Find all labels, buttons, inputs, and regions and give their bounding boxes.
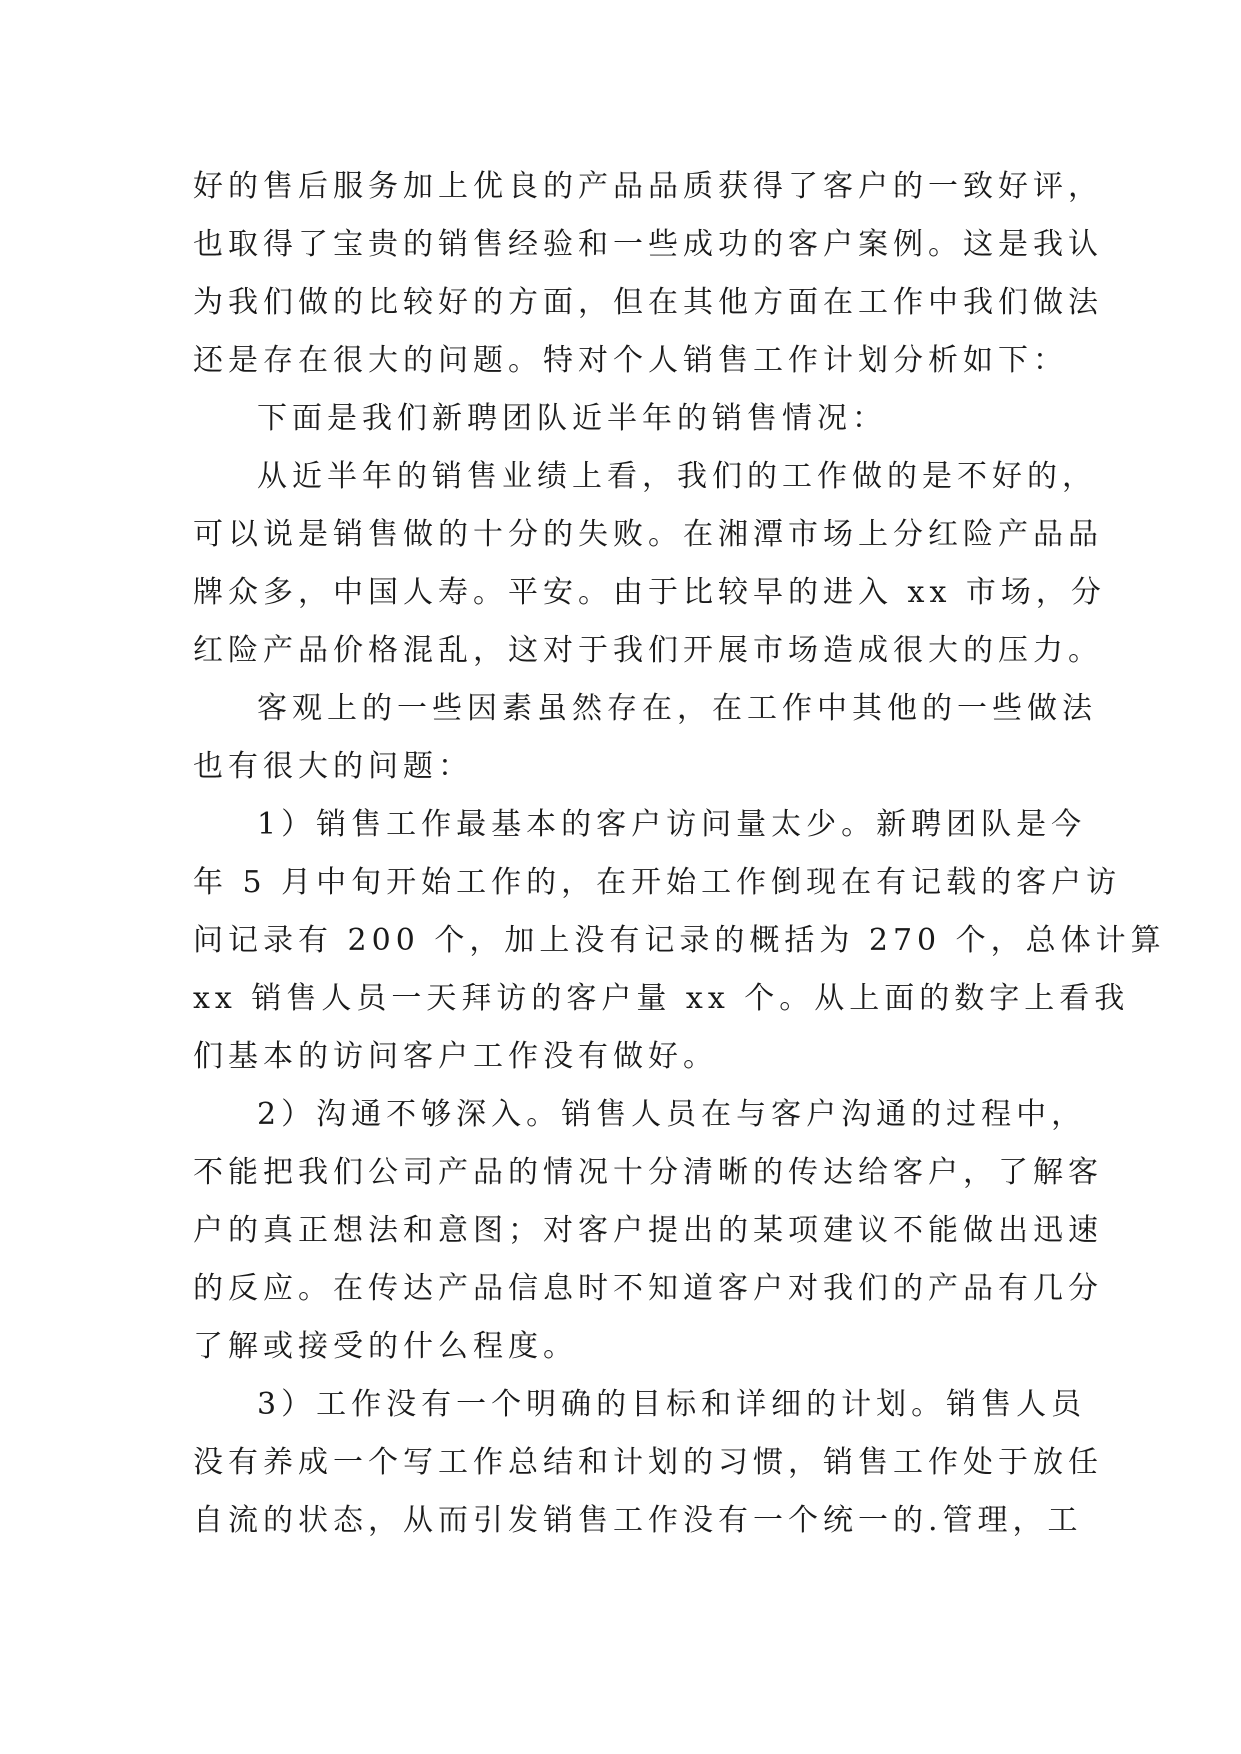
text-line: 也有很大的问题： [193,749,473,784]
text-line: 了解或接受的什么程度。 [193,1329,578,1364]
text-line: 从近半年的销售业绩上看，我们的工作做的是不好的， [257,459,1097,494]
text-line: 问记录有 200 个，加上没有记录的概括为 270 个，总体计算 [193,923,1166,958]
paragraph [193,390,1063,448]
text-line: 不能把我们公司产品的情况十分清晰的传达给客户，了解客 [193,1155,1103,1190]
text-line: 牌众多，中国人寿。平安。由于比较早的进入 xx 市场，分 [193,575,1106,610]
document-body [193,158,1166,1550]
text-line: 还是存在很大的问题。特对个人销售工作计划分析如下： [193,343,1068,378]
text-line: 没有养成一个写工作总结和计划的习惯，销售工作处于放任 [193,1445,1103,1480]
paragraph [193,796,1166,1086]
text-line: 下面是我们新聘团队近半年的销售情况： [257,401,887,436]
text-line: 也取得了宝贵的销售经验和一些成功的客户案例。这是我认 [193,227,1103,262]
text-line: 好的售后服务加上优良的产品品质获得了客户的一致好评， [193,169,1103,204]
paragraph [193,680,1097,796]
text-line: 自流的状态，从而引发销售工作没有一个统一的.管理，工 [193,1503,1083,1538]
text-line: 2）沟通不够深入。销售人员在与客户沟通的过程中， [257,1097,1087,1132]
text-line: xx 销售人员一天拜访的客户量 xx 个。从上面的数字上看我 [193,981,1130,1016]
text-line: 客观上的一些因素虽然存在，在工作中其他的一些做法 [257,691,1097,726]
text-line: 户的真正想法和意图；对客户提出的某项建议不能做出迅速 [193,1213,1103,1248]
text-line: 的反应。在传达产品信息时不知道客户对我们的产品有几分 [193,1271,1103,1306]
paragraph [193,448,1106,680]
paragraph [193,1086,1103,1376]
text-line: 年 5 月中旬开始工作的，在开始工作倒现在有记载的客户访 [193,865,1122,900]
text-line: 们基本的访问客户工作没有做好。 [193,1039,718,1074]
paragraph [193,1376,1103,1550]
paragraph [193,158,1103,390]
text-line: 1）销售工作最基本的客户访问量太少。新聘团队是今 [257,807,1087,842]
text-line: 可以说是销售做的十分的失败。在湘潭市场上分红险产品品 [193,517,1103,552]
text-line: 红险产品价格混乱，这对于我们开展市场造成很大的压力。 [193,633,1103,668]
text-line: 为我们做的比较好的方面，但在其他方面在工作中我们做法 [193,285,1103,320]
text-line: 3）工作没有一个明确的目标和详细的计划。销售人员 [257,1387,1087,1422]
